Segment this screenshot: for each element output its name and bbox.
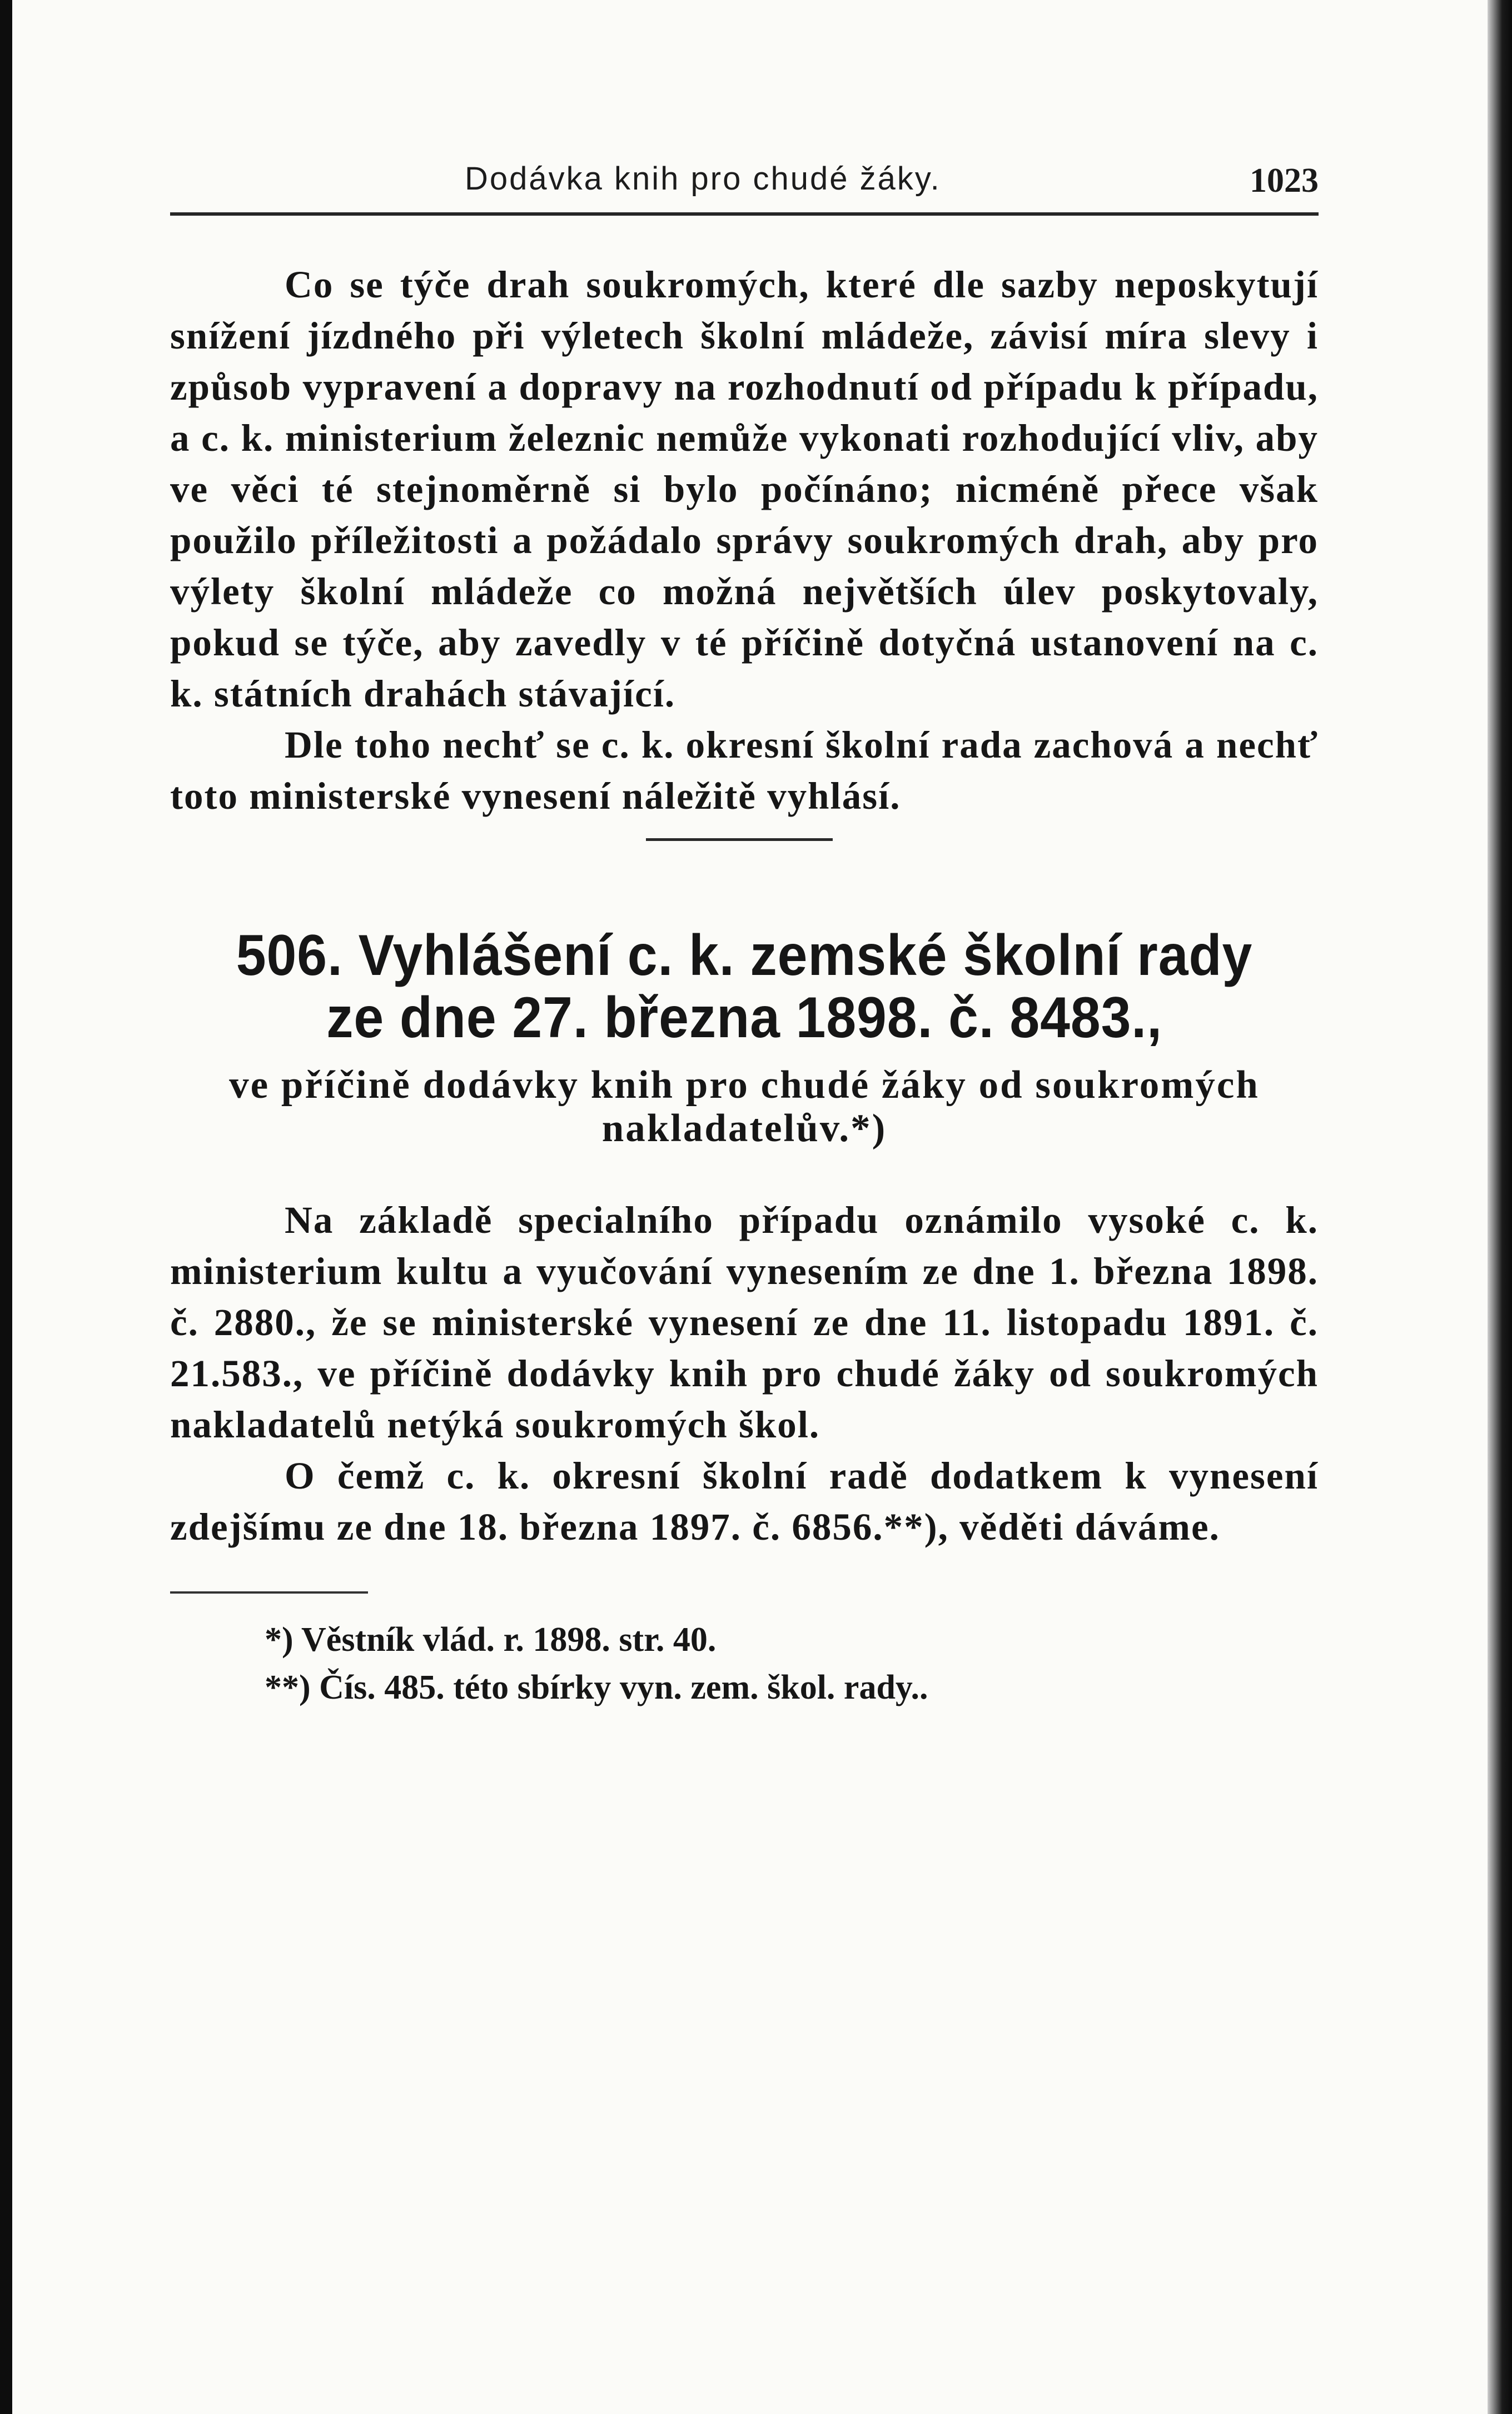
- body-paragraph-2: Dle toho nechť se c. k. okresní školní rada zachová a nechť toto ministerské vynesení náležitě vyhlásí.: [170, 724, 1319, 817]
- section-paragraph-2: O čemž c. k. okresní školní radě dodatkem k vynesení zdejšímu ze dne 18. března 1897. č. 6856.**), věděti dáváme.: [170, 1455, 1319, 1548]
- page-edge-left: [0, 0, 12, 2414]
- section-divider: [646, 838, 833, 841]
- page-number: 1023: [1250, 162, 1319, 200]
- page-edge-right: [1488, 0, 1512, 2414]
- section-title: [210, 924, 1278, 1049]
- footnote-rule: [170, 1591, 368, 1594]
- section-paragraph-1: Na základě specialního případu oznámilo vysoké c. k. ministerium kultu a vyučování vynesením ze dne 1. března 1898. č. 2880., že se ministerské vynesení ze dne 11. listopadu 1891. č. 21.583., ve příčině dodávky knih pro chudé žáky od soukromých nakladatelů netýká soukromých škol.: [170, 1199, 1319, 1446]
- running-header: [170, 150, 1319, 206]
- section-title-line-1: 506. Vyhlášení c. k. zemské školní rady: [236, 923, 1253, 988]
- footnote-1: *) Věstník vlád. r. 1898. str. 40.: [265, 1621, 717, 1659]
- running-title: Dodávka knih pro chudé žáky.: [465, 161, 941, 197]
- header-rule: [170, 212, 1319, 216]
- page-content: [170, 150, 1319, 1711]
- body-paragraph-1: Co se týče drah soukromých, které dle sazby neposkytují snížení jízdného při výletech školní mládeže, závisí míra slevy i způsob vypravení a dopravy na rozhodnutí od případu k případu, a c. k. ministerium železnic nemůže vykonati rozhodující vliv, aby ve věci té stejnoměrně si bylo počínáno; nicméně přece však použilo příležitosti a požádalo správy soukromých drah, aby pro výlety školní mládeže co možná největších úlev poskytovaly, pokud se týče, aby zavedly v té příčině dotyčná ustanovení na c. k. státních drahách stávající.: [170, 263, 1319, 715]
- footnote-2: **) Čís. 485. této sbírky vyn. zem. škol. rady..: [265, 1669, 928, 1706]
- footnotes: [170, 1616, 1319, 1711]
- section-title-line-2: ze dne 27. března 1898. č. 8483.,: [326, 985, 1162, 1050]
- section-subtitle: ve příčině dodávky knih pro chudé žáky od soukromých nakladatelův.*): [229, 1063, 1260, 1150]
